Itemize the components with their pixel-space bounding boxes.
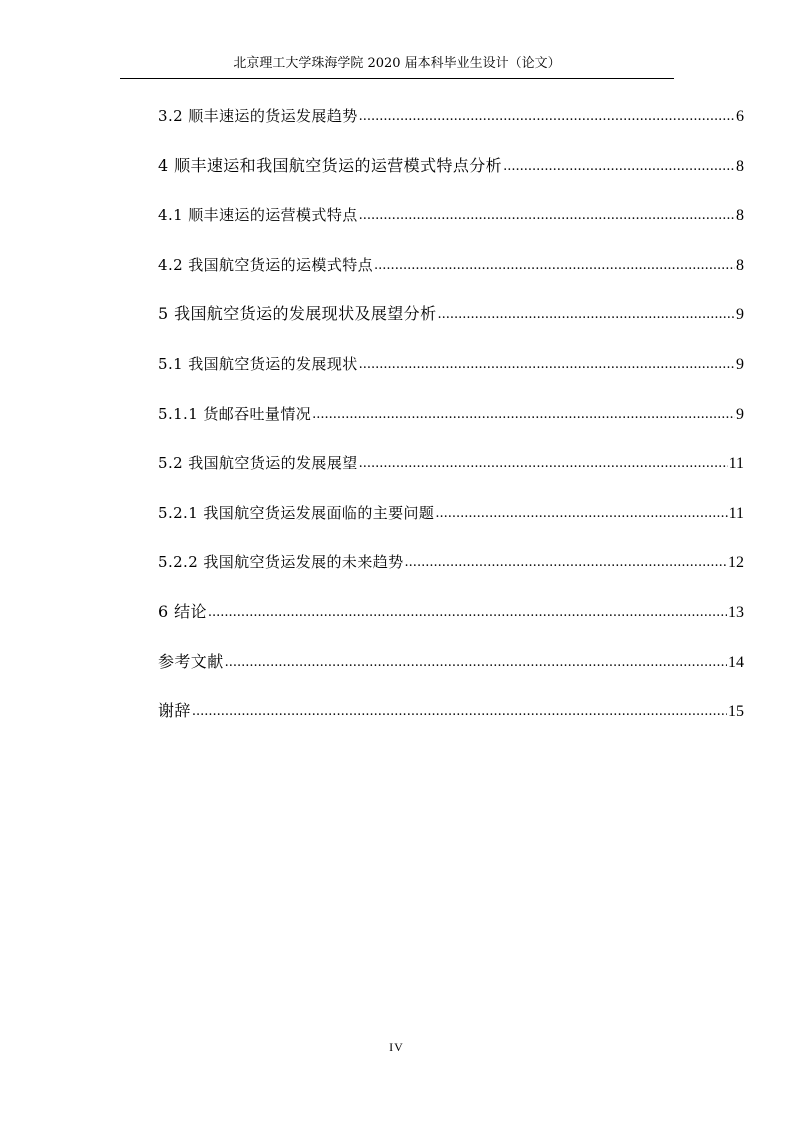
toc-entry-5-1[interactable] bbox=[158, 352, 744, 402]
toc-entry-label: 5.2.1 我国航空货运发展面临的主要问题 bbox=[158, 503, 435, 522]
toc-entry-page: 9 bbox=[736, 355, 744, 373]
toc-entry-page: 14 bbox=[728, 653, 744, 671]
toc-entry-page: 6 bbox=[736, 108, 744, 125]
toc-dot-leader bbox=[359, 105, 735, 129]
toc-dot-leader bbox=[503, 155, 735, 179]
toc-entry-label: 5.2.2 我国航空货运发展的未来趋势 bbox=[158, 553, 404, 572]
toc-entry-5[interactable] bbox=[158, 302, 744, 352]
toc-entry-page: 11 bbox=[728, 455, 744, 473]
toc-entry-label: 4.2 我国航空货运的运模式特点 bbox=[158, 255, 374, 274]
toc-entry-label: 5 我国航空货运的发展现状及展望分析 bbox=[158, 304, 437, 324]
toc-entry-page: 9 bbox=[736, 405, 744, 423]
toc-dot-leader bbox=[359, 204, 735, 228]
toc-entry-label: 5.1 我国航空货运的发展现状 bbox=[158, 354, 358, 373]
toc-entry-label: 6 结论 bbox=[158, 601, 207, 621]
toc-entry-3-2[interactable] bbox=[158, 104, 744, 154]
toc-entry-references[interactable] bbox=[158, 650, 744, 700]
toc-entry-label: 5.1.1 货邮吞吐量情况 bbox=[158, 404, 312, 423]
toc-entry-page: 8 bbox=[736, 256, 744, 274]
toc-entry-4[interactable] bbox=[158, 154, 744, 204]
toc-entry-5-2-1[interactable] bbox=[158, 501, 744, 551]
toc-dot-leader bbox=[435, 502, 727, 526]
toc-entry-6[interactable] bbox=[158, 600, 744, 650]
header-title: 北京理工大学珠海学院 2020 届本科毕业生设计（论文） bbox=[233, 56, 561, 71]
header-rule bbox=[120, 78, 674, 79]
toc-entry-label: 参考文献 bbox=[158, 651, 224, 671]
toc-dot-leader bbox=[225, 651, 727, 675]
toc-entry-page: 8 bbox=[736, 157, 744, 175]
toc-entry-5-1-1[interactable] bbox=[158, 402, 744, 452]
toc-entry-page: 13 bbox=[728, 603, 744, 621]
running-header bbox=[120, 54, 674, 78]
toc-entry-page: 12 bbox=[728, 554, 744, 572]
toc-dot-leader bbox=[208, 601, 727, 625]
toc-entry-page: 8 bbox=[736, 207, 744, 225]
toc-entry-page: 9 bbox=[736, 306, 744, 324]
toc-entry-label: 4 顺丰速运和我国航空货运的运营模式特点分析 bbox=[158, 155, 503, 175]
toc-entry-page: 15 bbox=[728, 703, 744, 721]
toc-entry-5-2-2[interactable] bbox=[158, 550, 744, 600]
toc-entry-4-1[interactable] bbox=[158, 203, 744, 253]
page-number: IV bbox=[389, 1040, 404, 1054]
toc-dot-leader bbox=[312, 403, 735, 427]
toc-dot-leader bbox=[374, 254, 735, 278]
table-of-contents bbox=[158, 104, 744, 749]
toc-entry-acknowledgements[interactable] bbox=[158, 699, 744, 749]
toc-entry-label: 5.2 我国航空货运的发展展望 bbox=[158, 454, 358, 473]
toc-entry-label: 4.1 顺丰速运的运营模式特点 bbox=[158, 206, 358, 225]
toc-dot-leader bbox=[192, 700, 727, 724]
page-number-footer bbox=[0, 1040, 793, 1055]
toc-entry-4-2[interactable] bbox=[158, 253, 744, 303]
toc-dot-leader bbox=[405, 551, 727, 575]
toc-entry-5-2[interactable] bbox=[158, 451, 744, 501]
toc-entry-page: 11 bbox=[728, 504, 744, 522]
toc-dot-leader bbox=[359, 452, 728, 476]
toc-entry-label: 谢辞 bbox=[158, 701, 191, 721]
toc-dot-leader bbox=[437, 303, 735, 327]
toc-entry-label: 3.2 顺丰速运的货运发展趋势 bbox=[158, 107, 358, 125]
toc-dot-leader bbox=[359, 353, 735, 377]
